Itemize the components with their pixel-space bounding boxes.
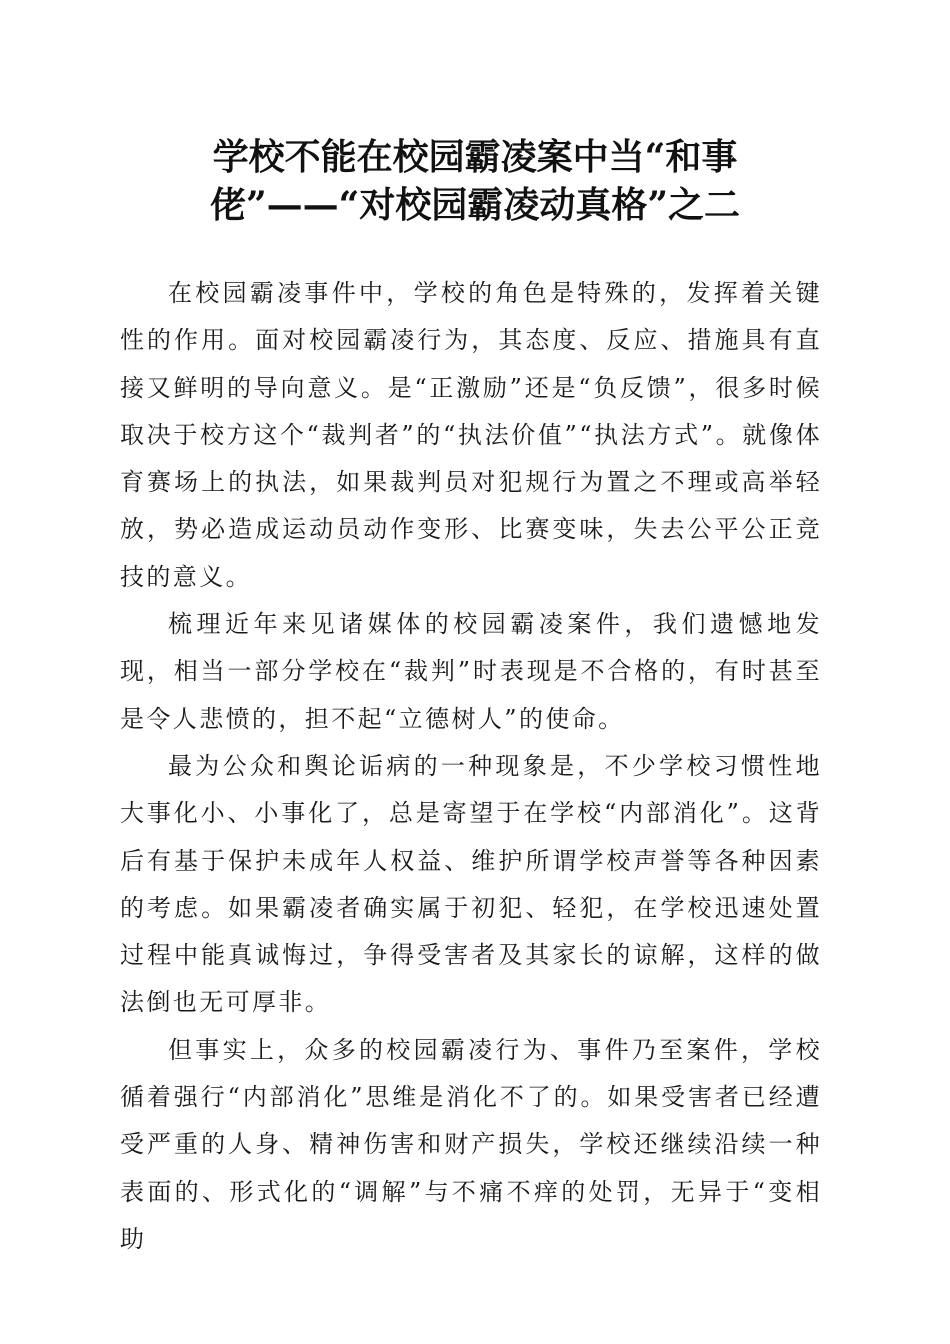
document-body (120, 270, 822, 1263)
paragraph-2: 梳理近年来见诸媒体的校园霸凌案件，我们遗憾地发现，相当一部分学校在“裁判”时表现是不合格的，有时甚至是令人悲愤的，担不起“立德树人”的使命。 (120, 610, 822, 733)
paragraph-4: 但事实上，众多的校园霸凌行为、事件乃至案件，学校循着强行“内部消化”思维是消化不了的。如果受害者已经遭受严重的人身、精神伤害和财产损失，学校还继续沿续一种表面的、形式化的“调解”与不痛不痒的处罚，无异于“变相助 (120, 1035, 822, 1253)
title-line-2: 佬”——“对校园霸凌动真格”之二 (209, 184, 741, 226)
title-line-1: 学校不能在校园霸凌案中当“和事 (212, 136, 738, 178)
paragraph-3: 最为公众和舆论诟病的一种现象是，不少学校习惯性地大事化小、小事化了，总是寄望于在学校“内部消化”。这背后有基于保护未成年人权益、维护所谓学校声誉等各种因素的考虑。如果霸凌者确实属于初犯、轻犯，在学校迅速处置过程中能真诚悔过，争得受害者及其家长的谅解，这样的做法倒也无可厚非。 (120, 751, 822, 1017)
paragraph-1: 在校园霸凌事件中，学校的角色是特殊的，发挥着关键性的作用。面对校园霸凌行为，其态度、反应、措施具有直接又鲜明的导向意义。是“正激励”还是“负反馈”，很多时候取决于校方这个“裁判者”的“执法价值”“执法方式”。就像体育赛场上的执法，如果裁判员对犯规行为置之不理或高举轻放，势必造成运动员动作变形、比赛变味，失去公平公正竞技的意义。 (120, 279, 822, 591)
document-title (120, 133, 830, 229)
